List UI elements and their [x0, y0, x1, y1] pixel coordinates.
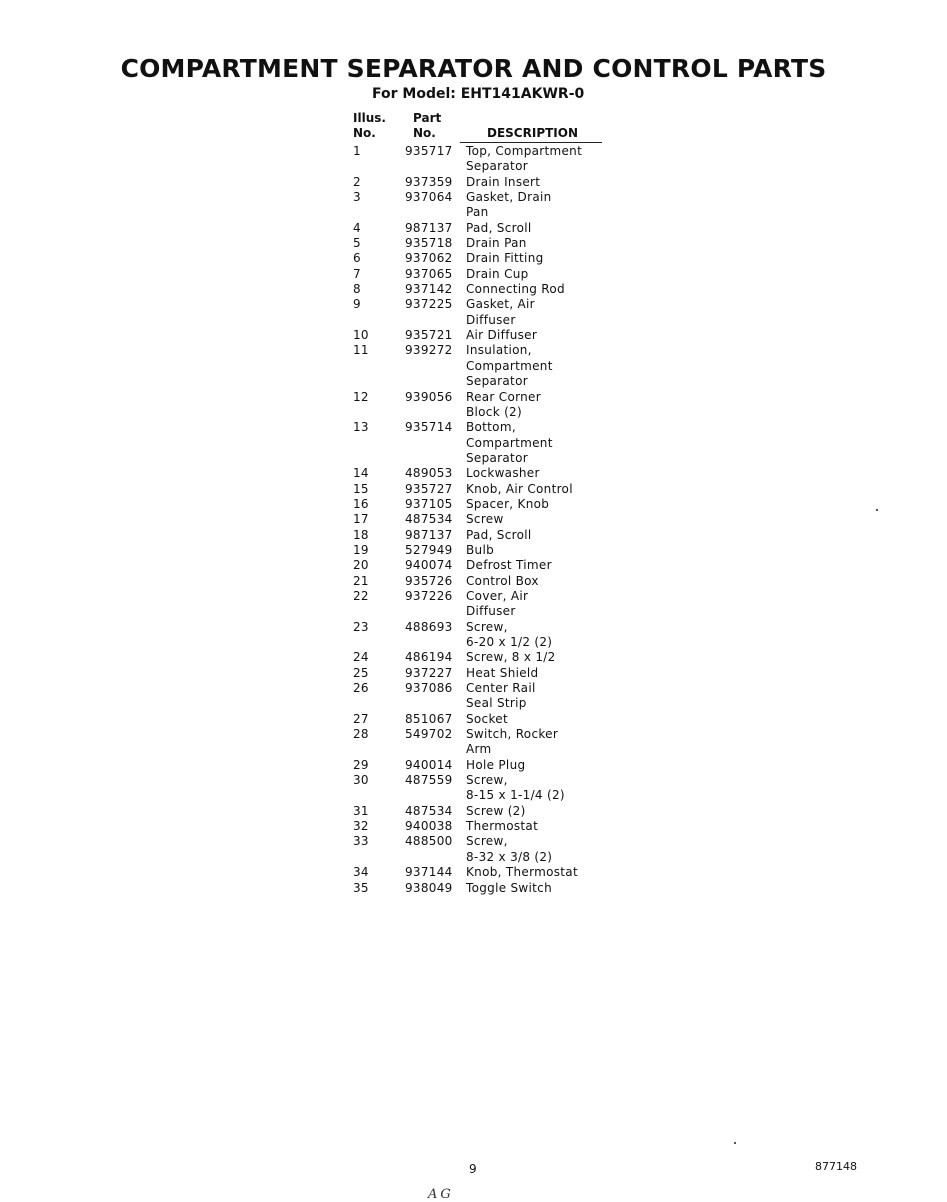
part-number-cell: 549702 — [405, 727, 453, 742]
illus-number-cell: 31 — [353, 803, 369, 818]
description-line: Bulb — [466, 542, 494, 557]
illus-number-cell: 4 — [353, 220, 361, 235]
table-row — [352, 267, 602, 282]
description-cell — [466, 758, 602, 773]
table-row — [352, 144, 602, 175]
description-cell — [466, 297, 602, 328]
illus-number-cell: 5 — [353, 236, 361, 251]
table-row — [352, 482, 602, 497]
bottom-mark: AG — [428, 1187, 454, 1202]
description-line: Seal Strip — [466, 696, 527, 711]
table-row — [352, 328, 602, 343]
table-row — [352, 558, 602, 573]
description-cell — [466, 589, 602, 620]
illus-number-cell: 14 — [353, 466, 369, 481]
description-line: Defrost Timer — [466, 558, 552, 573]
description-cell — [466, 528, 602, 543]
illus-number-cell: 29 — [353, 757, 369, 772]
table-row — [352, 221, 602, 236]
model-subtitle: For Model: EHT141AKWR-0 — [372, 86, 585, 102]
description-line: Thermostat — [466, 819, 539, 834]
illus-number-cell: 28 — [353, 727, 369, 742]
table-row — [352, 236, 602, 251]
table-row — [352, 865, 602, 880]
description-header: DESCRIPTION — [487, 126, 579, 140]
illus-number-cell: 23 — [353, 619, 369, 634]
parts-table — [352, 111, 602, 896]
part-number-cell: 937227 — [405, 665, 453, 680]
part-number-cell: 940074 — [405, 558, 453, 573]
description-line: Socket — [466, 711, 508, 726]
description-line: Drain Fitting — [466, 251, 544, 266]
description-cell — [466, 497, 602, 512]
page-title: COMPARTMENT SEPARATOR AND CONTROL PARTS — [120, 54, 827, 83]
table-row — [352, 251, 602, 266]
description-cell — [466, 251, 602, 266]
description-line: Switch, Rocker — [466, 727, 559, 742]
part-number-cell: 937062 — [405, 251, 453, 266]
table-row — [352, 620, 602, 651]
table-row — [352, 528, 602, 543]
table-row — [352, 758, 602, 773]
description-line: Screw, — [466, 773, 508, 788]
illus-number-cell: 10 — [353, 328, 369, 343]
description-line: Pad, Scroll — [466, 220, 532, 235]
description-cell — [466, 190, 602, 221]
part-number-cell: 939272 — [405, 343, 453, 358]
illus-number-cell: 21 — [353, 573, 369, 588]
illus-number-cell: 22 — [353, 588, 369, 603]
table-row — [352, 175, 602, 190]
description-line: Pad, Scroll — [466, 527, 532, 542]
illus-header-line2: No. — [353, 126, 376, 140]
part-number-cell: 937105 — [405, 496, 453, 511]
header-rule — [460, 142, 602, 143]
illus-number-cell: 12 — [353, 389, 369, 404]
description-line: Insulation, — [466, 343, 532, 358]
part-number-cell: 938049 — [405, 880, 453, 895]
scan-speck — [876, 509, 878, 511]
illus-number-cell: 24 — [353, 650, 369, 665]
illus-number-cell: 25 — [353, 665, 369, 680]
description-line: Air Diffuser — [466, 328, 538, 343]
description-cell — [466, 420, 602, 466]
description-line: Separator — [466, 159, 528, 174]
table-row — [352, 190, 602, 221]
illus-number-cell: 8 — [353, 282, 361, 297]
table-row — [352, 819, 602, 834]
illus-number-cell: 2 — [353, 174, 361, 189]
description-line: Knob, Air Control — [466, 481, 573, 496]
description-cell — [466, 574, 602, 589]
description-cell — [466, 390, 602, 421]
table-row — [352, 589, 602, 620]
description-line: Gasket, Drain — [466, 190, 552, 205]
illus-number-cell: 34 — [353, 865, 369, 880]
scan-speck — [734, 1142, 736, 1144]
illus-number-cell: 27 — [353, 711, 369, 726]
description-cell — [466, 666, 602, 681]
table-row — [352, 727, 602, 758]
illus-number-cell: 6 — [353, 251, 361, 266]
description-line: Hole Plug — [466, 757, 526, 772]
description-line: Connecting Rod — [466, 282, 565, 297]
illus-number-cell: 32 — [353, 819, 369, 834]
description-line: Diffuser — [466, 604, 516, 619]
description-line: 8-15 x 1-1/4 (2) — [466, 788, 565, 803]
description-cell — [466, 512, 602, 527]
description-cell — [466, 175, 602, 190]
description-cell — [466, 267, 602, 282]
description-line: Knob, Thermostat — [466, 865, 578, 880]
part-number-cell: 940014 — [405, 757, 453, 772]
illus-number-cell: 26 — [353, 681, 369, 696]
illus-number-cell: 15 — [353, 481, 369, 496]
table-row — [352, 650, 602, 665]
description-cell — [466, 881, 602, 896]
illus-number-cell: 9 — [353, 297, 361, 312]
part-number-cell: 935714 — [405, 420, 453, 435]
description-cell — [466, 343, 602, 389]
table-row — [352, 712, 602, 727]
description-line: Screw, 8 x 1/2 — [466, 650, 556, 665]
part-number-cell: 486194 — [405, 650, 453, 665]
illus-number-cell: 18 — [353, 527, 369, 542]
description-cell — [466, 328, 602, 343]
description-line: Block (2) — [466, 404, 522, 419]
description-cell — [466, 282, 602, 297]
part-number-cell: 935718 — [405, 236, 453, 251]
table-row — [352, 543, 602, 558]
description-cell — [466, 804, 602, 819]
illus-number-cell: 13 — [353, 420, 369, 435]
description-line: Top, Compartment — [466, 144, 583, 158]
part-number-cell: 937065 — [405, 266, 453, 281]
description-cell — [466, 558, 602, 573]
description-cell — [466, 834, 602, 865]
description-line: Compartment — [466, 435, 553, 450]
illus-number-cell: 33 — [353, 834, 369, 849]
illus-header-line1: Illus. — [353, 111, 386, 125]
description-line: Drain Cup — [466, 266, 529, 281]
part-number-cell: 935726 — [405, 573, 453, 588]
description-line: Compartment — [466, 358, 553, 373]
description-line: Drain Insert — [466, 174, 541, 189]
description-cell — [466, 773, 602, 804]
description-cell — [466, 650, 602, 665]
description-line: Pan — [466, 205, 489, 220]
illus-number-cell: 16 — [353, 496, 369, 511]
page-number: 9 — [469, 1162, 477, 1176]
description-cell — [466, 482, 602, 497]
illus-number-cell: 30 — [353, 773, 369, 788]
description-cell — [466, 236, 602, 251]
part-header-line1: Part — [413, 111, 442, 125]
description-line: Arm — [466, 742, 492, 757]
table-row — [352, 466, 602, 481]
illus-number-cell: 19 — [353, 542, 369, 557]
part-number-cell: 937142 — [405, 282, 453, 297]
part-number-cell: 937225 — [405, 297, 453, 312]
description-cell — [466, 865, 602, 880]
description-cell — [466, 466, 602, 481]
description-cell — [466, 727, 602, 758]
table-row — [352, 512, 602, 527]
illus-number-cell: 3 — [353, 190, 361, 205]
description-cell — [466, 681, 602, 712]
table-row — [352, 497, 602, 512]
part-number-cell: 487559 — [405, 773, 453, 788]
part-number-cell: 487534 — [405, 512, 453, 527]
table-header — [352, 111, 602, 144]
illus-number-cell: 17 — [353, 512, 369, 527]
part-number-cell: 935717 — [405, 144, 453, 158]
description-cell — [466, 620, 602, 651]
part-number-cell: 939056 — [405, 389, 453, 404]
part-number-cell: 937359 — [405, 174, 453, 189]
part-number-cell: 937226 — [405, 588, 453, 603]
illus-number-cell: 35 — [353, 880, 369, 895]
description-cell — [466, 712, 602, 727]
description-line: Separator — [466, 450, 528, 465]
description-cell — [466, 221, 602, 236]
description-line: Drain Pan — [466, 236, 527, 251]
part-number-cell: 488693 — [405, 619, 453, 634]
table-row — [352, 282, 602, 297]
part-header-line2: No. — [413, 126, 436, 140]
description-cell — [466, 144, 602, 175]
table-row — [352, 420, 602, 466]
description-line: Bottom, — [466, 420, 516, 435]
part-number-cell: 488500 — [405, 834, 453, 849]
description-line: Center Rail — [466, 681, 536, 696]
part-number-cell: 937086 — [405, 681, 453, 696]
description-line: Gasket, Air — [466, 297, 535, 312]
table-row — [352, 343, 602, 389]
illus-number-cell: 7 — [353, 266, 361, 281]
part-number-cell: 527949 — [405, 542, 453, 557]
table-row — [352, 834, 602, 865]
illus-number-cell: 1 — [353, 144, 361, 158]
description-line: Rear Corner — [466, 389, 541, 404]
table-row — [352, 574, 602, 589]
table-row — [352, 773, 602, 804]
description-line: Toggle Switch — [466, 880, 552, 895]
table-row — [352, 804, 602, 819]
table-row — [352, 390, 602, 421]
description-line: Separator — [466, 374, 528, 389]
description-line: 8-32 x 3/8 (2) — [466, 849, 553, 864]
part-number-cell: 937144 — [405, 865, 453, 880]
table-row — [352, 297, 602, 328]
table-row — [352, 666, 602, 681]
part-number-cell: 851067 — [405, 711, 453, 726]
description-line: Screw (2) — [466, 803, 526, 818]
description-line: Diffuser — [466, 312, 516, 327]
illus-number-cell: 11 — [353, 343, 369, 358]
illus-number-cell: 20 — [353, 558, 369, 573]
document-number: 877148 — [815, 1160, 857, 1173]
part-number-cell: 935721 — [405, 328, 453, 343]
part-number-cell: 935727 — [405, 481, 453, 496]
part-number-cell: 937064 — [405, 190, 453, 205]
description-line: Cover, Air — [466, 588, 529, 603]
table-body — [352, 144, 602, 896]
description-line: Screw, — [466, 834, 508, 849]
description-cell — [466, 543, 602, 558]
table-row — [352, 881, 602, 896]
description-line: 6-20 x 1/2 (2) — [466, 635, 553, 649]
description-line: Spacer, Knob — [466, 496, 550, 511]
description-line: Heat Shield — [466, 665, 539, 680]
part-number-cell: 487534 — [405, 803, 453, 818]
table-row — [352, 681, 602, 712]
description-line: Screw, — [466, 619, 508, 634]
description-line: Control Box — [466, 573, 539, 588]
part-number-cell: 489053 — [405, 466, 453, 481]
description-line: Screw — [466, 512, 504, 527]
description-cell — [466, 819, 602, 834]
part-number-cell: 987137 — [405, 527, 453, 542]
part-number-cell: 987137 — [405, 220, 453, 235]
part-number-cell: 940038 — [405, 819, 453, 834]
description-line: Lockwasher — [466, 466, 540, 481]
